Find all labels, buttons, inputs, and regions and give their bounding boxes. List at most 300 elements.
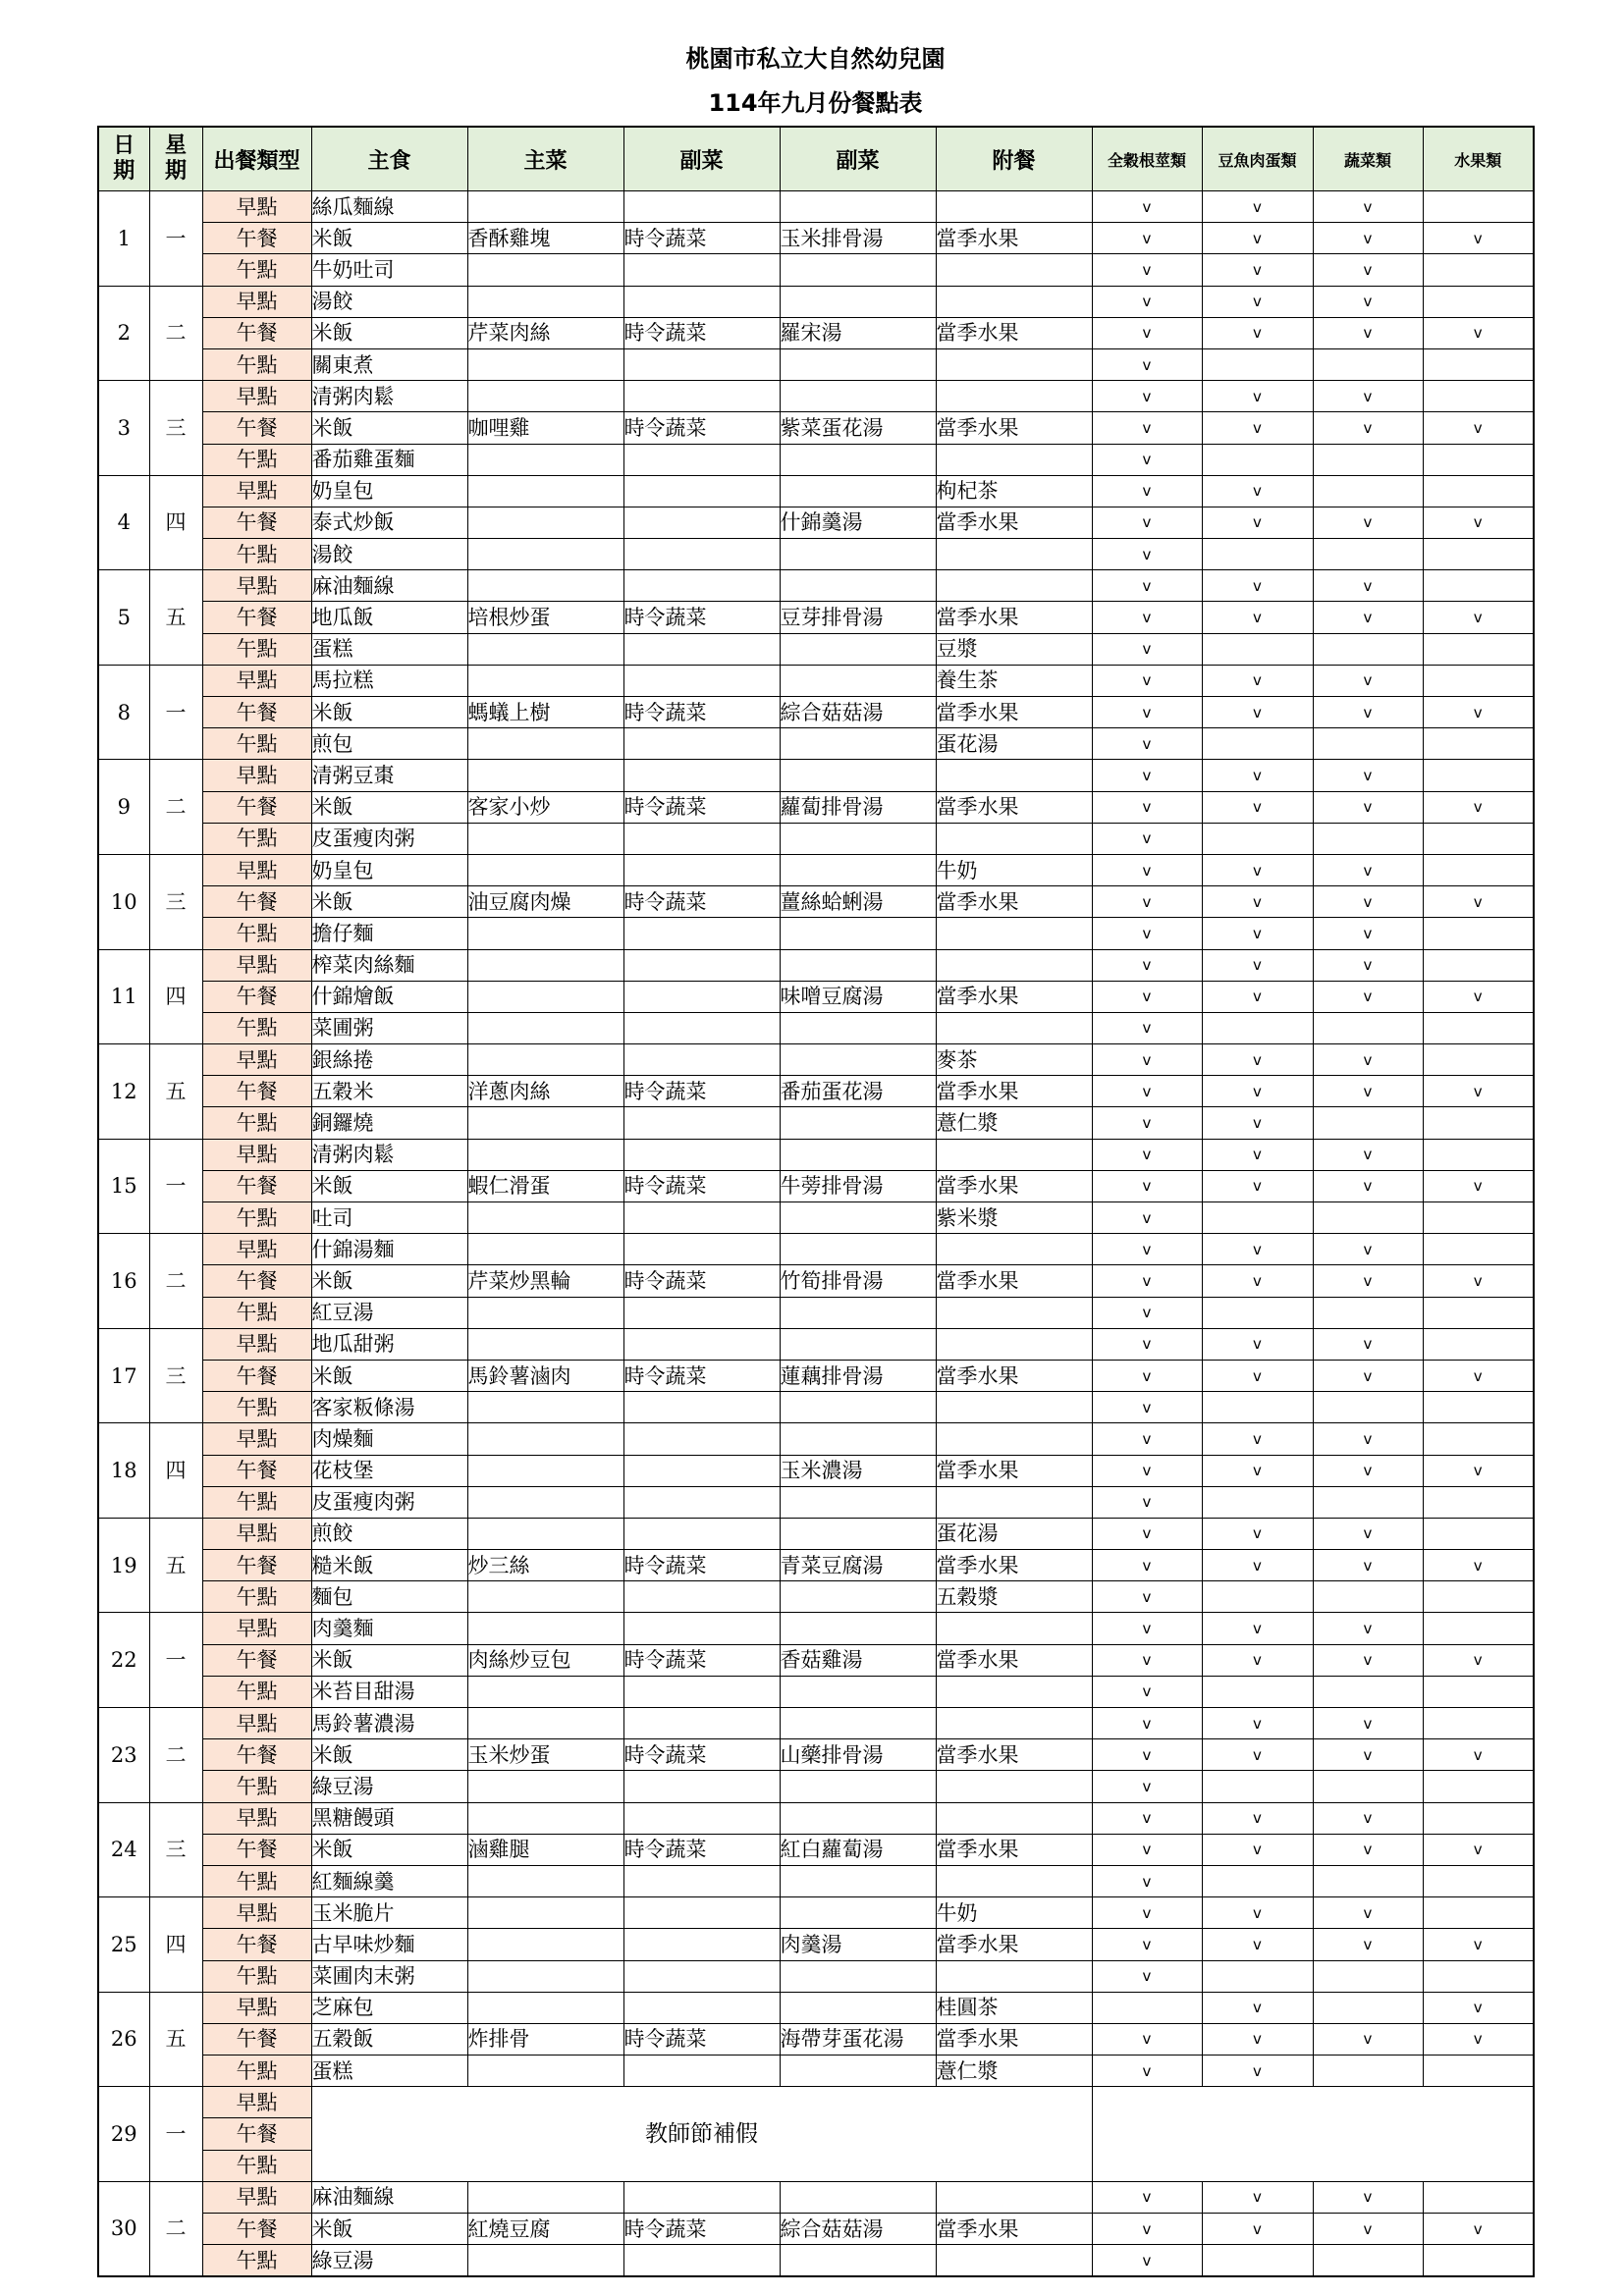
protein-check: v [1202,286,1313,317]
fruit-check [1423,1328,1534,1360]
extra-cell: 蛋花湯 [936,728,1092,760]
main-dish-cell: 客家小炒 [467,791,623,823]
meal-schedule-table [97,126,1535,2277]
protein-check: v [1202,1170,1313,1201]
meal-type-cell: 早點 [202,665,311,696]
main-dish-cell [467,665,623,696]
date-cell: 25 [98,1897,149,1993]
weekday-cell: 四 [149,475,202,570]
meal-type-cell: 午餐 [202,602,311,633]
vegetable-check: v [1313,1328,1423,1360]
grain-check: v [1092,633,1202,665]
extra-cell: 牛奶 [936,1897,1092,1929]
side-dish-1-cell [623,475,780,507]
side-dish-1-cell [623,1202,780,1234]
fruit-check: v [1423,223,1534,254]
weekday-cell: 三 [149,1328,202,1423]
meal-row [98,886,1534,918]
side-dish-1-cell [623,348,780,380]
meal-type-cell: 午點 [202,1676,311,1707]
grain-check: v [1092,1581,1202,1613]
weekday-cell: 一 [149,1139,202,1234]
meal-row [98,254,1534,286]
holiday-note: 教師節補假 [311,2087,1092,2182]
side-dish-2-cell [780,1802,936,1834]
extra-cell [936,918,1092,949]
side-dish-2-cell [780,728,936,760]
fruit-check [1423,760,1534,791]
staple-cell: 銀絲捲 [311,1044,467,1076]
meal-type-cell: 午點 [202,1486,311,1518]
extra-cell: 當季水果 [936,981,1092,1012]
extra-cell: 豆漿 [936,633,1092,665]
grain-check: v [1092,254,1202,286]
main-dish-cell [467,1960,623,1992]
meal-row [98,223,1534,254]
vegetable-check: v [1313,1929,1423,1960]
weekday-cell: 三 [149,854,202,949]
fruit-check: v [1423,1550,1534,1581]
meal-row [98,2245,1534,2276]
fruit-check: v [1423,981,1534,1012]
grain-check: v [1092,823,1202,854]
vegetable-check: v [1313,981,1423,1012]
main-dish-cell [467,381,623,412]
fruit-check [1423,381,1534,412]
protein-check: v [1202,1265,1313,1297]
protein-check: v [1202,2214,1313,2245]
vegetable-check: v [1313,286,1423,317]
vegetable-check [1313,444,1423,475]
meal-type-cell: 午點 [202,254,311,286]
meal-row [98,1012,1534,1043]
vegetable-check [1313,1392,1423,1423]
protein-check: v [1202,1613,1313,1644]
fruit-check [1423,728,1534,760]
staple-cell: 蛋糕 [311,633,467,665]
grain-check: v [1092,317,1202,348]
main-dish-cell [467,1139,623,1170]
protein-check: v [1202,1455,1313,1486]
extra-cell: 當季水果 [936,412,1092,444]
extra-cell [936,1423,1092,1455]
fruit-check [1423,1044,1534,1076]
vegetable-check: v [1313,791,1423,823]
staple-cell: 菜圃肉末粥 [311,1960,467,1992]
main-dish-cell: 培根炒蛋 [467,602,623,633]
side-dish-1-cell: 時令蔬菜 [623,223,780,254]
main-dish-cell [467,918,623,949]
main-dish-cell [467,1865,623,1896]
vegetable-check: v [1313,1423,1423,1455]
staple-cell: 馬鈴薯濃湯 [311,1708,467,1739]
main-dish-cell: 肉絲炒豆包 [467,1644,623,1676]
meal-type-cell: 午餐 [202,1739,311,1771]
side-dish-1-cell: 時令蔬菜 [623,697,780,728]
protein-check: v [1202,2056,1313,2087]
staple-cell: 清粥豆棗 [311,760,467,791]
side-dish-1-cell [623,1960,780,1992]
extra-cell: 當季水果 [936,1929,1092,1960]
protein-check [1202,728,1313,760]
meal-row [98,507,1534,538]
protein-check: v [1202,1076,1313,1107]
vegetable-check: v [1313,1802,1423,1834]
protein-check: v [1202,2181,1313,2213]
protein-check [1202,1865,1313,1896]
staple-cell: 米飯 [311,697,467,728]
meal-type-cell: 午點 [202,1865,311,1896]
protein-check: v [1202,918,1313,949]
side-dish-1-cell [623,1107,780,1139]
grain-check: v [1092,2214,1202,2245]
main-dish-cell [467,1581,623,1613]
side-dish-2-cell [780,1012,936,1043]
extra-cell [936,1771,1092,1802]
side-dish-2-cell [780,1297,936,1328]
staple-cell: 綠豆湯 [311,2245,467,2276]
staple-cell: 米飯 [311,317,467,348]
meal-row [98,918,1534,949]
meal-type-cell: 早點 [202,1613,311,1644]
grain-check: v [1092,2023,1202,2055]
extra-cell: 當季水果 [936,507,1092,538]
side-dish-1-cell [623,2181,780,2213]
meal-type-cell: 早點 [202,2087,311,2118]
protein-check: v [1202,1708,1313,1739]
fruit-check [1423,1581,1534,1613]
grain-check: v [1092,286,1202,317]
meal-row [98,823,1534,854]
protein-check [1202,1012,1313,1043]
vegetable-check: v [1313,2181,1423,2213]
meal-type-cell: 午餐 [202,2023,311,2055]
grain-check: v [1092,1739,1202,1771]
header-main-dish: 主菜 [467,127,623,191]
side-dish-1-cell: 時令蔬菜 [623,791,780,823]
meal-type-cell: 午餐 [202,1076,311,1107]
protein-check [1202,1581,1313,1613]
extra-cell: 當季水果 [936,1360,1092,1391]
vegetable-check: v [1313,2023,1423,2055]
protein-check: v [1202,1328,1313,1360]
extra-cell: 薏仁漿 [936,1107,1092,1139]
fruit-check [1423,854,1534,885]
side-dish-2-cell [780,823,936,854]
side-dish-2-cell: 紫菜蛋花湯 [780,412,936,444]
meal-type-cell: 午餐 [202,223,311,254]
meal-type-cell: 午點 [202,2245,311,2276]
extra-cell: 當季水果 [936,1739,1092,1771]
vegetable-check: v [1313,570,1423,602]
grain-check: v [1092,2181,1202,2213]
meal-row [98,412,1534,444]
grain-check: v [1092,918,1202,949]
weekday-cell: 二 [149,1234,202,1329]
staple-cell: 馬拉糕 [311,665,467,696]
main-dish-cell: 油豆腐肉燥 [467,886,623,918]
vegetable-check: v [1313,1550,1423,1581]
protein-check: v [1202,665,1313,696]
meal-row [98,2056,1534,2087]
protein-check: v [1202,602,1313,633]
fruit-check [1423,1423,1534,1455]
extra-cell [936,1392,1092,1423]
meal-type-cell: 午點 [202,1771,311,1802]
side-dish-2-cell [780,1234,936,1265]
meal-row [98,981,1534,1012]
side-dish-1-cell [623,1044,780,1076]
side-dish-2-cell: 海帶芽蛋花湯 [780,2023,936,2055]
protein-check: v [1202,412,1313,444]
vegetable-check [1313,823,1423,854]
main-dish-cell [467,1771,623,1802]
main-dish-cell [467,1423,623,1455]
protein-check [1202,1676,1313,1707]
staple-cell: 蛋糕 [311,2056,467,2087]
extra-cell [936,949,1092,981]
grain-check: v [1092,760,1202,791]
meal-row [98,697,1534,728]
meal-type-cell: 午餐 [202,791,311,823]
fruit-check [1423,1897,1534,1929]
side-dish-2-cell [780,1676,936,1707]
extra-cell: 桂圓茶 [936,1992,1092,2023]
main-dish-cell: 咖哩雞 [467,412,623,444]
grain-check: v [1092,412,1202,444]
weekday-cell: 一 [149,665,202,760]
side-dish-1-cell [623,1455,780,1486]
extra-cell [936,1328,1092,1360]
side-dish-1-cell: 時令蔬菜 [623,1170,780,1201]
weekday-cell: 一 [149,191,202,287]
fruit-check [1423,286,1534,317]
date-cell: 19 [98,1518,149,1613]
vegetable-check: v [1313,507,1423,538]
side-dish-1-cell [623,918,780,949]
meal-row [98,1044,1534,1076]
grain-check: v [1092,1044,1202,1076]
staple-cell: 花枝堡 [311,1455,467,1486]
meal-row [98,381,1534,412]
extra-cell: 麥茶 [936,1044,1092,1076]
fruit-check: v [1423,1644,1534,1676]
protein-check [1202,1297,1313,1328]
main-dish-cell [467,1486,623,1518]
main-dish-cell [467,1897,623,1929]
meal-type-cell: 午點 [202,539,311,570]
meal-row [98,1865,1534,1896]
staple-cell: 古早味炒麵 [311,1929,467,1960]
date-cell: 24 [98,1802,149,1897]
weekday-cell: 四 [149,1897,202,1993]
grain-check: v [1092,1328,1202,1360]
extra-cell: 當季水果 [936,886,1092,918]
header-side-dish-1: 副菜 [623,127,780,191]
meal-row [98,1992,1534,2023]
meal-type-cell: 午點 [202,918,311,949]
fruit-check: v [1423,1834,1534,1865]
side-dish-1-cell [623,1771,780,1802]
extra-cell [936,1865,1092,1896]
grain-check: v [1092,1644,1202,1676]
vegetable-check: v [1313,665,1423,696]
date-cell: 10 [98,854,149,949]
meal-type-cell: 早點 [202,1802,311,1834]
extra-cell: 養生茶 [936,665,1092,696]
meal-row [98,854,1534,885]
side-dish-1-cell: 時令蔬菜 [623,1360,780,1391]
main-dish-cell [467,2245,623,2276]
protein-check: v [1202,507,1313,538]
side-dish-1-cell [623,949,780,981]
side-dish-2-cell: 番茄蛋花湯 [780,1076,936,1107]
grain-check: v [1092,2056,1202,2087]
extra-cell: 五穀漿 [936,1581,1092,1613]
extra-cell [936,823,1092,854]
vegetable-check: v [1313,412,1423,444]
staple-cell: 番茄雞蛋麵 [311,444,467,475]
extra-cell: 當季水果 [936,1076,1092,1107]
fruit-check [1423,1960,1534,1992]
protein-check: v [1202,1139,1313,1170]
side-dish-2-cell [780,1581,936,1613]
main-dish-cell: 炒三絲 [467,1550,623,1581]
fruit-check [1423,348,1534,380]
grain-check: v [1092,507,1202,538]
date-cell: 26 [98,1992,149,2087]
meal-type-cell: 午餐 [202,1834,311,1865]
vegetable-check [1313,475,1423,507]
staple-cell: 五穀米 [311,1076,467,1107]
meal-row [98,1644,1534,1676]
date-cell: 16 [98,1234,149,1329]
grain-check: v [1092,665,1202,696]
meal-row [98,633,1534,665]
grain-check: v [1092,1676,1202,1707]
protein-check: v [1202,381,1313,412]
main-dish-cell [467,1297,623,1328]
grain-check: v [1092,1455,1202,1486]
date-cell: 23 [98,1708,149,1803]
meal-row [98,1234,1534,1265]
grain-check: v [1092,1139,1202,1170]
main-dish-cell [467,2181,623,2213]
grain-check: v [1092,1613,1202,1644]
protein-check [1202,348,1313,380]
main-dish-cell [467,2056,623,2087]
meal-type-cell: 早點 [202,1897,311,1929]
protein-check: v [1202,1644,1313,1676]
fruit-check [1423,1518,1534,1549]
header-staple: 主食 [311,127,467,191]
side-dish-2-cell: 玉米濃湯 [780,1455,936,1486]
side-dish-1-cell [623,1234,780,1265]
grain-check: v [1092,1107,1202,1139]
staple-cell: 米飯 [311,1170,467,1201]
side-dish-2-cell: 豆芽排骨湯 [780,602,936,633]
header-date [98,127,149,191]
staple-cell: 煎包 [311,728,467,760]
vegetable-check: v [1313,760,1423,791]
staple-cell: 綠豆湯 [311,1771,467,1802]
staple-cell: 米苔目甜湯 [311,1676,467,1707]
side-dish-1-cell [623,665,780,696]
extra-cell [936,1708,1092,1739]
side-dish-1-cell [623,854,780,885]
side-dish-1-cell [623,1012,780,1043]
protein-check: v [1202,1550,1313,1581]
side-dish-1-cell [623,1676,780,1707]
vegetable-check [1313,1107,1423,1139]
side-dish-2-cell: 玉米排骨湯 [780,223,936,254]
side-dish-1-cell: 時令蔬菜 [623,886,780,918]
side-dish-1-cell [623,1423,780,1455]
vegetable-check [1313,1676,1423,1707]
extra-cell [936,254,1092,286]
protein-check [1202,444,1313,475]
staple-cell: 皮蛋瘦肉粥 [311,823,467,854]
meal-type-cell: 早點 [202,1139,311,1170]
side-dish-1-cell [623,1992,780,2023]
side-dish-2-cell [780,191,936,223]
extra-cell [936,381,1092,412]
protein-check: v [1202,697,1313,728]
date-cell: 4 [98,475,149,570]
meal-row [98,1771,1534,1802]
staple-cell: 紅豆湯 [311,1297,467,1328]
grain-check: v [1092,1297,1202,1328]
extra-cell: 當季水果 [936,697,1092,728]
protein-check: v [1202,1929,1313,1960]
side-dish-2-cell [780,918,936,949]
school-name-title: 桃園市私立大自然幼兒園 [685,45,946,73]
protein-check: v [1202,1518,1313,1549]
fruit-check: v [1423,791,1534,823]
extra-cell [936,1139,1092,1170]
date-cell: 1 [98,191,149,287]
extra-cell: 當季水果 [936,1834,1092,1865]
side-dish-2-cell: 蓮藕排骨湯 [780,1360,936,1391]
fruit-check [1423,254,1534,286]
meal-type-cell: 早點 [202,1423,311,1455]
meal-row [98,191,1534,223]
vegetable-check: v [1313,1044,1423,1076]
side-dish-2-cell [780,570,936,602]
side-dish-1-cell [623,286,780,317]
extra-cell: 枸杞茶 [936,475,1092,507]
side-dish-2-cell [780,2056,936,2087]
extra-cell: 當季水果 [936,1550,1092,1581]
grain-check: v [1092,1897,1202,1929]
staple-cell: 客家粄條湯 [311,1392,467,1423]
protein-check: v [1202,1992,1313,2023]
date-cell: 9 [98,760,149,855]
grain-check: v [1092,1392,1202,1423]
fruit-check [1423,539,1534,570]
vegetable-check: v [1313,317,1423,348]
extra-cell: 當季水果 [936,602,1092,633]
side-dish-2-cell [780,1486,936,1518]
fruit-check [1423,2056,1534,2087]
menu-month-title: 114年九月份餐點表 [708,89,923,117]
side-dish-2-cell [780,381,936,412]
meal-row [98,539,1534,570]
fruit-check: v [1423,697,1534,728]
vegetable-check [1313,539,1423,570]
meal-type-cell: 午點 [202,728,311,760]
main-dish-cell [467,507,623,538]
